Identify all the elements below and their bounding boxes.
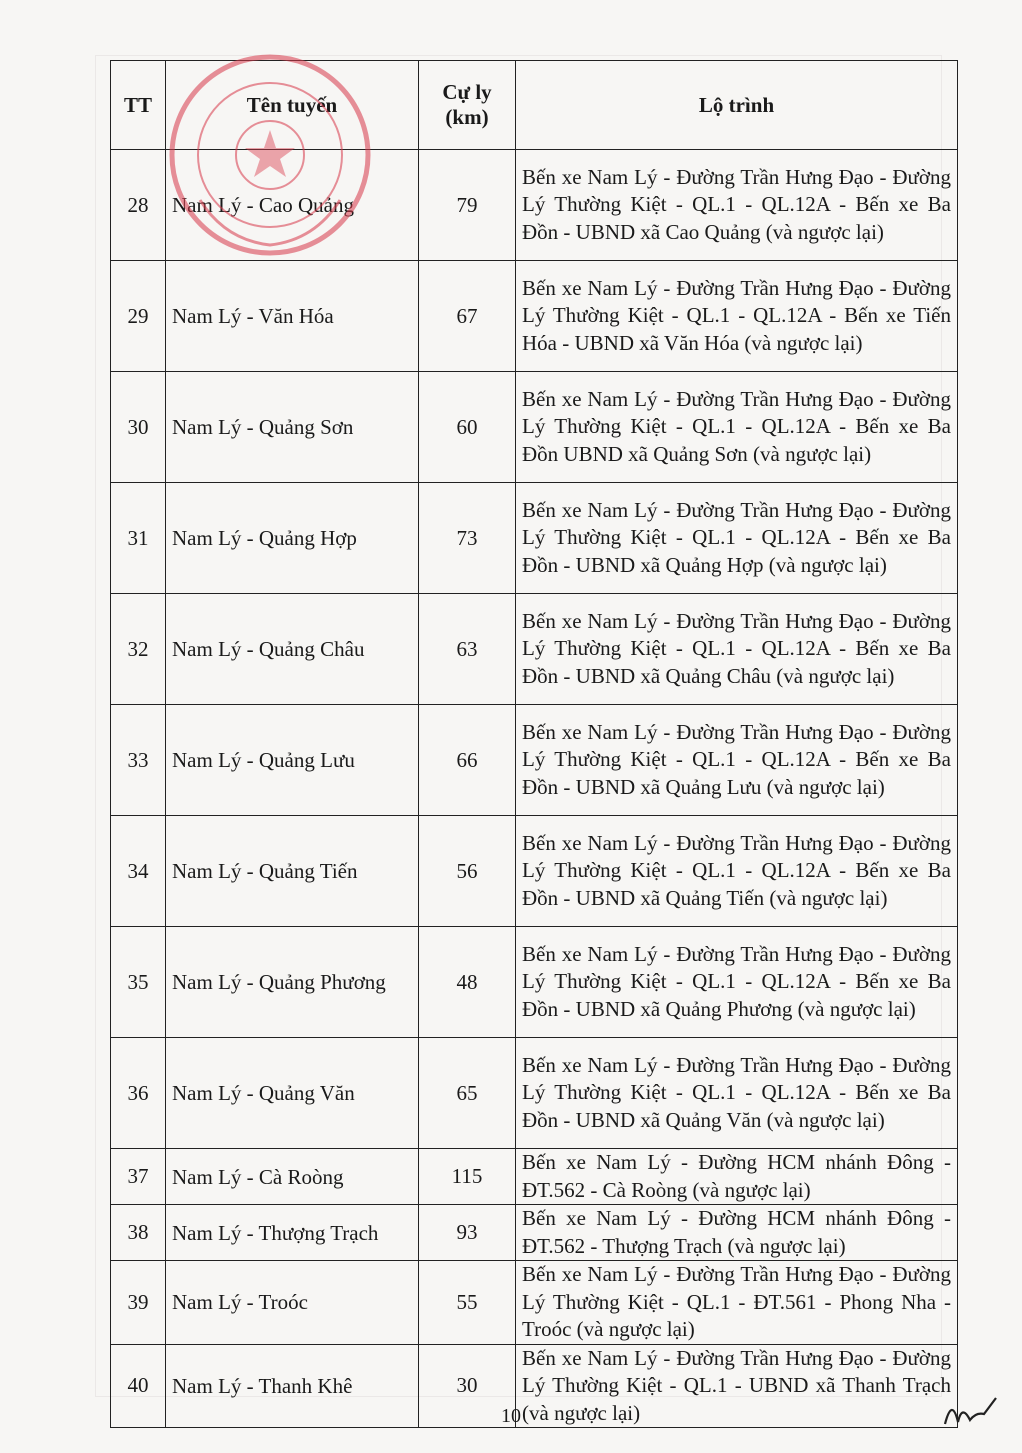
table-row bbox=[111, 372, 958, 483]
routes-table bbox=[110, 60, 958, 1428]
row-route-name: Nam Lý - Quảng Tiến bbox=[166, 816, 419, 927]
row-route-name: Nam Lý - Thanh Khê bbox=[166, 1344, 419, 1428]
table-header-row bbox=[111, 61, 958, 150]
row-distance: 66 bbox=[419, 705, 516, 816]
row-tt: 34 bbox=[111, 816, 166, 927]
row-itinerary: Bến xe Nam Lý - Đường HCM nhánh Đông - ĐT.562 - Cà Roòng (và ngược lại) bbox=[516, 1149, 958, 1205]
row-tt: 32 bbox=[111, 594, 166, 705]
table-row bbox=[111, 1038, 958, 1149]
row-route-name: Nam Lý - Quảng Châu bbox=[166, 594, 419, 705]
table-row bbox=[111, 927, 958, 1038]
row-distance: 56 bbox=[419, 816, 516, 927]
row-route-name: Nam Lý - Quảng Hợp bbox=[166, 483, 419, 594]
row-distance: 79 bbox=[419, 150, 516, 261]
header-distance: Cự ly (km) bbox=[419, 61, 516, 150]
table-row bbox=[111, 483, 958, 594]
row-tt: 38 bbox=[111, 1205, 166, 1261]
row-distance: 48 bbox=[419, 927, 516, 1038]
signature-mark bbox=[940, 1392, 1000, 1432]
row-itinerary: Bến xe Nam Lý - Đường HCM nhánh Đông - ĐT.562 - Thượng Trạch (và ngược lại) bbox=[516, 1205, 958, 1261]
row-itinerary: Bến xe Nam Lý - Đường Trần Hưng Đạo - Đường Lý Thường Kiệt - QL.1 - UBND xã Thanh Trạch (và ngược lại) bbox=[516, 1344, 958, 1428]
header-route-name: Tên tuyến bbox=[166, 61, 419, 150]
row-distance: 63 bbox=[419, 594, 516, 705]
row-itinerary: Bến xe Nam Lý - Đường Trần Hưng Đạo - Đường Lý Thường Kiệt - QL.1 - QL.12A - Bến xe Ba Đồn - UBND xã Quảng Châu (và ngược lại) bbox=[516, 594, 958, 705]
row-route-name: Nam Lý - Quảng Văn bbox=[166, 1038, 419, 1149]
row-route-name: Nam Lý - Quảng Phương bbox=[166, 927, 419, 1038]
row-itinerary: Bến xe Nam Lý - Đường Trần Hưng Đạo - Đường Lý Thường Kiệt - QL.1 - QL.12A - Bến xe Ba Đồn - UBND xã Quảng Hợp (và ngược lại) bbox=[516, 483, 958, 594]
row-tt: 39 bbox=[111, 1261, 166, 1345]
row-distance: 93 bbox=[419, 1205, 516, 1261]
row-itinerary: Bến xe Nam Lý - Đường Trần Hưng Đạo - Đường Lý Thường Kiệt - QL.1 - QL.12A - Bến xe Ba Đồn - UBND xã Quảng Lưu (và ngược lại) bbox=[516, 705, 958, 816]
row-tt: 29 bbox=[111, 261, 166, 372]
row-distance: 65 bbox=[419, 1038, 516, 1149]
row-itinerary: Bến xe Nam Lý - Đường Trần Hưng Đạo - Đường Lý Thường Kiệt - QL.1 - QL.12A - Bến xe Ba Đồn - UBND xã Quảng Phương (và ngược lại) bbox=[516, 927, 958, 1038]
table-row bbox=[111, 1205, 958, 1261]
row-tt: 33 bbox=[111, 705, 166, 816]
row-distance: 67 bbox=[419, 261, 516, 372]
header-itinerary: Lộ trình bbox=[516, 61, 958, 150]
row-distance: 30 bbox=[419, 1344, 516, 1428]
row-tt: 35 bbox=[111, 927, 166, 1038]
row-distance: 60 bbox=[419, 372, 516, 483]
row-route-name: Nam Lý - Văn Hóa bbox=[166, 261, 419, 372]
row-tt: 36 bbox=[111, 1038, 166, 1149]
row-route-name: Nam Lý - Troóc bbox=[166, 1261, 419, 1345]
row-tt: 28 bbox=[111, 150, 166, 261]
table-row bbox=[111, 705, 958, 816]
row-tt: 40 bbox=[111, 1344, 166, 1428]
row-tt: 31 bbox=[111, 483, 166, 594]
row-tt: 37 bbox=[111, 1149, 166, 1205]
row-route-name: Nam Lý - Thượng Trạch bbox=[166, 1205, 419, 1261]
row-itinerary: Bến xe Nam Lý - Đường Trần Hưng Đạo - Đường Lý Thường Kiệt - QL.1 - QL.12A - Bến xe Tiến Hóa - UBND xã Văn Hóa (và ngược lại) bbox=[516, 261, 958, 372]
row-distance: 73 bbox=[419, 483, 516, 594]
row-itinerary: Bến xe Nam Lý - Đường Trần Hưng Đạo - Đường Lý Thường Kiệt - QL.1 - QL.12A - Bến xe Ba Đồn - UBND xã Quảng Tiến (và ngược lại) bbox=[516, 816, 958, 927]
row-route-name: Nam Lý - Cao Quảng bbox=[166, 150, 419, 261]
row-route-name: Nam Lý - Quảng Lưu bbox=[166, 705, 419, 816]
row-itinerary: Bến xe Nam Lý - Đường Trần Hưng Đạo - Đường Lý Thường Kiệt - QL.1 - QL.12A - Bến xe Ba Đồn UBND xã Quảng Sơn (và ngược lại) bbox=[516, 372, 958, 483]
row-route-name: Nam Lý - Cà Roòng bbox=[166, 1149, 419, 1205]
page-number: 10 bbox=[501, 1405, 521, 1427]
row-itinerary: Bến xe Nam Lý - Đường Trần Hưng Đạo - Đường Lý Thường Kiệt - QL.1 - QL.12A - Bến xe Ba Đồn - UBND xã Quảng Văn (và ngược lại) bbox=[516, 1038, 958, 1149]
row-distance: 55 bbox=[419, 1261, 516, 1345]
table-row bbox=[111, 1149, 958, 1205]
table-row bbox=[111, 261, 958, 372]
table-row bbox=[111, 150, 958, 261]
row-tt: 30 bbox=[111, 372, 166, 483]
row-route-name: Nam Lý - Quảng Sơn bbox=[166, 372, 419, 483]
row-itinerary: Bến xe Nam Lý - Đường Trần Hưng Đạo - Đường Lý Thường Kiệt - QL.1 - QL.12A - Bến xe Ba Đồn - UBND xã Cao Quảng (và ngược lại) bbox=[516, 150, 958, 261]
header-tt: TT bbox=[111, 61, 166, 150]
table-row bbox=[111, 1261, 958, 1345]
row-itinerary: Bến xe Nam Lý - Đường Trần Hưng Đạo - Đường Lý Thường Kiệt - QL.1 - ĐT.561 - Phong Nha - Troóc (và ngược lại) bbox=[516, 1261, 958, 1345]
table-row bbox=[111, 816, 958, 927]
row-distance: 115 bbox=[419, 1149, 516, 1205]
table-row bbox=[111, 594, 958, 705]
